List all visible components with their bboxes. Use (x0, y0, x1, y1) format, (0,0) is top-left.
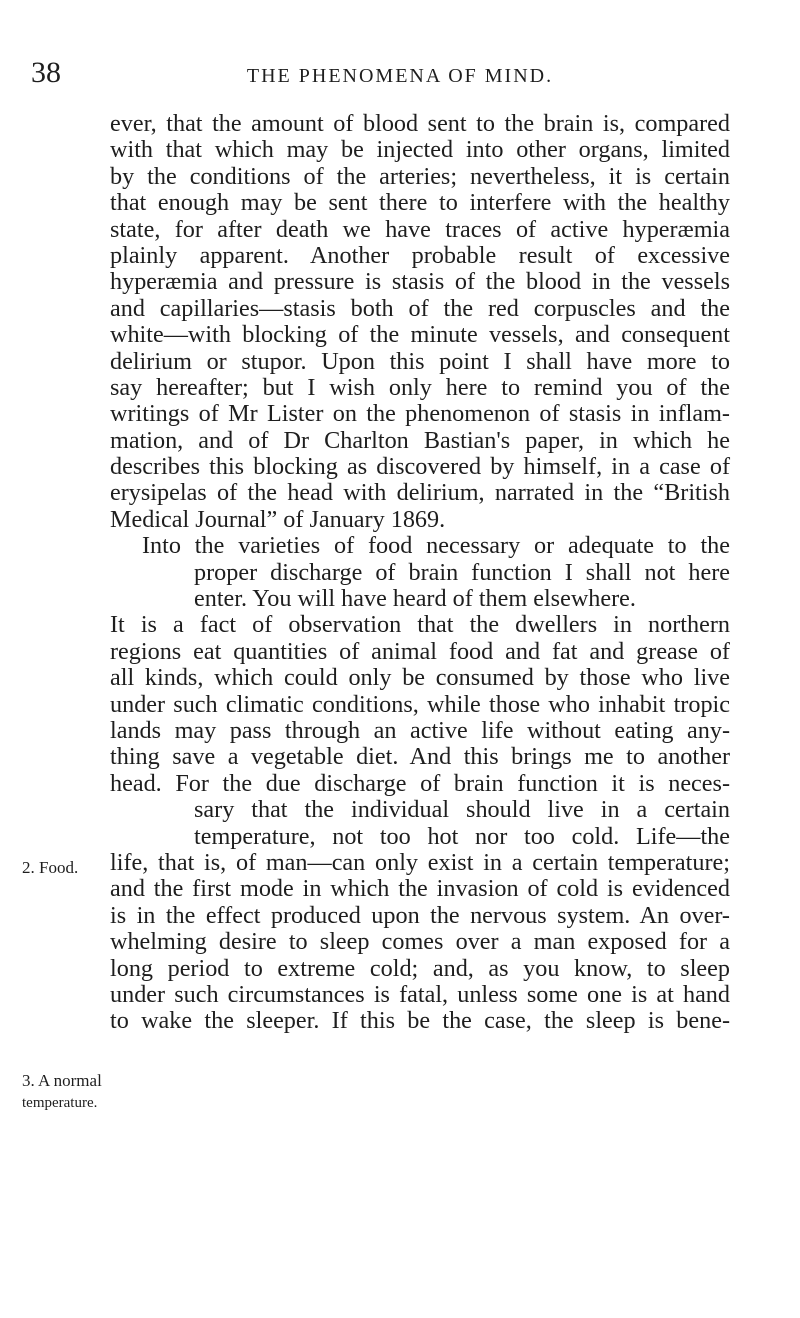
text-line: with that which may be injected into other organs, limited (110, 136, 730, 164)
margin-note-temperature: temperature. (22, 1095, 98, 1111)
text-line: by the conditions of the arteries; nevertheless, it is certain (110, 162, 730, 190)
text-line: to wake the sleeper. If this be the case, the sleep is bene- (110, 1007, 730, 1035)
text-line: enter. You will have heard of them elsewhere. (194, 585, 636, 613)
text-line: erysipelas of the head with delirium, narrated in the “British (110, 479, 730, 507)
margin-note-normal: 3. A normal (22, 1071, 102, 1090)
margin-note-food: 2. Food. (22, 858, 79, 877)
body-text (110, 111, 730, 1035)
text-line: head. For the due discharge of brain function it is neces- (110, 769, 730, 797)
text-line: hyperæmia and pressure is stasis of the blood in the vessels (110, 268, 730, 296)
text-line: regions eat quantities of animal food and fat and grease of (110, 637, 730, 665)
text-line: life, that is, of man—can only exist in a certain temperature; (110, 848, 730, 876)
text-line: describes this blocking as discovered by himself, in a case of (110, 453, 730, 481)
text-line: say hereafter; but I wish only here to remind you of the (110, 373, 730, 401)
running-head: THE PHENOMENA OF MIND. (246, 65, 554, 87)
text-line: under such circumstances is fatal, unless some one is at hand (110, 980, 730, 1008)
text-line: Into the varieties of food necessary or adequate to the (142, 532, 730, 560)
text-line: sary that the individual should live in a certain (194, 796, 730, 824)
text-line: all kinds, which could only be consumed by those who live (110, 664, 730, 692)
page-number: 38 (31, 56, 61, 89)
text-line: Medical Journal” of January 1869. (110, 505, 446, 533)
text-line: thing save a vegetable diet. And this brings me to another (110, 743, 730, 771)
text-line: It is a fact of observation that the dwellers in northern (110, 611, 730, 639)
text-line: ever, that the amount of blood sent to the brain is, compared (110, 110, 730, 137)
text-line: whelming desire to sleep comes over a man exposed for a (110, 928, 730, 956)
text-line: that enough may be sent there to interfere with the healthy (110, 189, 730, 217)
text-line: long period to extreme cold; and, as you know, to sleep (110, 954, 730, 982)
text-line: is in the effect produced upon the nervous system. An over- (110, 901, 730, 929)
text-line: and capillaries—stasis both of the red corpuscles and the (110, 294, 730, 322)
text-line: lands may pass through an active life without eating any- (110, 716, 730, 744)
text-line: under such climatic conditions, while those who inhabit tropic (110, 690, 730, 718)
text-line: proper discharge of brain function I shall not here (194, 558, 730, 586)
text-line: plainly apparent. Another probable result of excessive (110, 241, 730, 269)
text-line: white—with blocking of the minute vessels, and consequent (110, 321, 730, 349)
text-line: writings of Mr Lister on the phenomenon of stasis in inflam- (110, 400, 730, 428)
text-line: and the first mode in which the invasion of cold is evidenced (110, 875, 730, 903)
text-line: temperature, not too hot nor too cold. Life—the (194, 822, 730, 850)
text-line: delirium or stupor. Upon this point I shall have more to (110, 347, 730, 375)
text-line: mation, and of Dr Charlton Bastian's paper, in which he (110, 426, 730, 454)
text-line: state, for after death we have traces of active hyperæmia (110, 215, 730, 243)
